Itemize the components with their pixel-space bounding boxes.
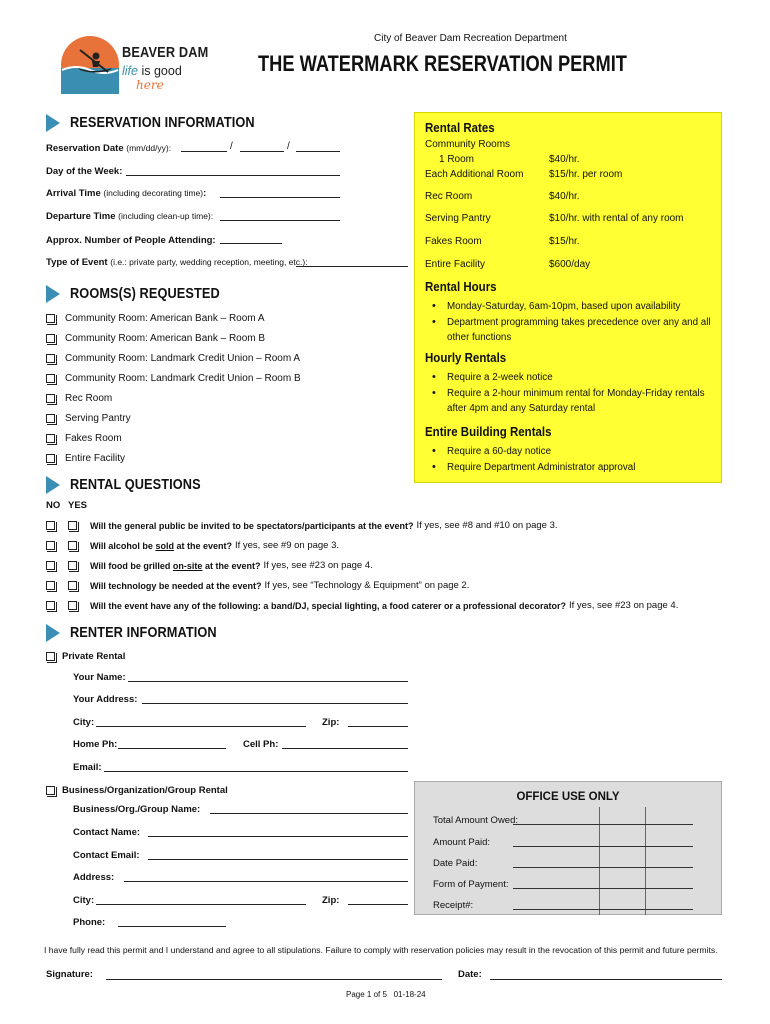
rate-name: Entire Facility <box>425 259 486 270</box>
event-type-label: Type of Event (i.e.: private party, wedding reception, meeting, etc.): <box>46 257 308 268</box>
rate-name: Serving Pantry <box>425 213 491 224</box>
additional-room-price: $15/hr. per room <box>549 169 623 180</box>
rate-name: Fakes Room <box>425 236 482 247</box>
bullet-icon: • Require a 2-hour minimum rental for Monday-Friday rentals after 4pm and any Saturday rental <box>447 386 717 416</box>
room-option[interactable]: Community Room: Landmark Credit Union – Room A <box>46 353 300 364</box>
email-label: Email: <box>73 762 102 773</box>
renter-section-heading: RENTER INFORMATION <box>46 624 237 642</box>
day-of-week-field[interactable] <box>126 175 340 176</box>
checkbox-icon[interactable] <box>68 581 77 590</box>
business-city-label: City: <box>73 895 95 906</box>
rental-rates-box <box>414 112 722 483</box>
reservation-section-heading: RESERVATION INFORMATION <box>46 114 280 132</box>
kayak-logo-icon <box>56 34 126 96</box>
business-rental-option[interactable]: Business/Organization/Group Rental <box>46 785 228 796</box>
logo <box>56 34 209 96</box>
contact-email-label: Contact Email: <box>73 850 140 861</box>
business-zip-label: Zip: <box>322 895 340 906</box>
date-field[interactable] <box>490 979 722 980</box>
bullet-icon: • Require Department Administrator approval <box>447 460 717 475</box>
your-name-label: Your Name: <box>73 672 126 683</box>
departure-time-field[interactable] <box>220 220 340 221</box>
office-row-label: Receipt#: <box>433 900 474 911</box>
reservation-month-field[interactable] <box>181 151 227 152</box>
question-text: Will alcohol be sold at the event? <box>90 540 232 551</box>
your-name-field[interactable] <box>128 681 408 682</box>
date-separator: / <box>230 141 233 152</box>
cell-phone-field[interactable] <box>282 748 408 749</box>
question-text: Will food be grilled on-site at the event? <box>90 560 261 571</box>
checkbox-icon[interactable] <box>46 414 55 423</box>
checkbox-icon[interactable] <box>46 786 55 795</box>
reservation-day-field[interactable] <box>240 151 284 152</box>
one-room-label: 1 Room <box>439 154 475 165</box>
office-row-label: Form of Payment: <box>433 879 509 890</box>
org-name-field[interactable] <box>210 813 408 814</box>
yes-column-label: YES <box>68 500 88 511</box>
building-rentals-heading: Entire Building Rentals <box>425 425 552 439</box>
business-city-field[interactable] <box>96 904 306 905</box>
rate-price: $10/hr. with rental of any room <box>549 213 684 224</box>
bullet-icon: • Monday-Saturday, 6am-10pm, based upon availability <box>447 299 717 314</box>
office-row-label: Amount Paid: <box>433 837 491 848</box>
hourly-rentals-heading: Hourly Rentals <box>425 351 507 365</box>
checkbox-icon[interactable] <box>68 561 77 570</box>
no-column-label: NO <box>46 500 61 511</box>
checkbox-icon[interactable] <box>46 561 55 570</box>
home-phone-field[interactable] <box>118 748 226 749</box>
your-address-field[interactable] <box>142 703 408 704</box>
rate-price: $600/day <box>549 259 591 270</box>
business-address-field[interactable] <box>124 881 408 882</box>
rooms-section-heading: ROOMS(S) REQUESTED <box>46 285 240 303</box>
checkbox-icon[interactable] <box>46 434 55 443</box>
rental-hours-heading: Rental Hours <box>425 280 497 294</box>
reservation-date-label: Reservation Date (mm/dd/yy): <box>46 143 172 154</box>
bullet-icon: • Require a 2-week notice <box>447 370 717 385</box>
checkbox-icon[interactable] <box>46 521 55 530</box>
city-label: City: <box>73 717 95 728</box>
checkbox-icon[interactable] <box>46 454 55 463</box>
office-field[interactable] <box>513 867 693 868</box>
event-type-field[interactable] <box>296 266 408 267</box>
question-row: Will technology be needed at the event? If yes, see “Technology & Equipment” on page 2. <box>46 580 469 591</box>
contact-name-field[interactable] <box>148 836 408 837</box>
room-option[interactable]: Community Room: American Bank – Room A <box>46 313 265 324</box>
home-phone-label: Home Ph: <box>73 739 118 750</box>
room-option[interactable]: Entire Facility <box>46 453 125 464</box>
section-arrow-icon <box>46 285 60 303</box>
checkbox-icon[interactable] <box>46 601 55 610</box>
day-of-week-label: Day of the Week: <box>46 166 123 177</box>
logo-name: BEAVER DAM <box>122 44 209 61</box>
checkbox-icon[interactable] <box>68 521 77 530</box>
community-rooms-label: Community Rooms <box>425 139 511 150</box>
signature-label: Signature: <box>46 969 93 980</box>
checkbox-icon[interactable] <box>68 601 77 610</box>
checkbox-icon[interactable] <box>46 374 55 383</box>
office-use-box <box>414 781 722 915</box>
rate-name: Rec Room <box>425 191 473 202</box>
office-field[interactable] <box>513 909 693 910</box>
zip-field[interactable] <box>348 726 408 727</box>
room-option[interactable]: Rec Room <box>46 393 112 404</box>
your-address-label: Your Address: <box>73 694 138 705</box>
checkbox-icon[interactable] <box>46 581 55 590</box>
office-row-label: Date Paid: <box>433 858 478 869</box>
business-zip-field[interactable] <box>348 904 408 905</box>
room-option[interactable]: Serving Pantry <box>46 413 131 424</box>
bullet-icon: • Require a 60-day notice <box>447 444 717 459</box>
page-title: THE WATERMARK RESERVATION PERMIT <box>258 51 627 76</box>
checkbox-icon[interactable] <box>46 652 55 661</box>
date-separator: / <box>287 141 290 152</box>
email-field[interactable] <box>104 771 408 772</box>
zip-label: Zip: <box>322 717 340 728</box>
room-option[interactable]: Community Room: Landmark Credit Union – Room B <box>46 373 301 384</box>
section-arrow-icon <box>46 476 60 494</box>
room-option[interactable]: Fakes Room <box>46 433 122 444</box>
additional-room-label: Each Additional Room <box>425 169 524 180</box>
section-arrow-icon <box>46 624 60 642</box>
checkbox-icon[interactable] <box>46 314 55 323</box>
logo-tagline-here: here <box>136 78 164 92</box>
rate-price: $15/hr. <box>549 236 580 247</box>
city-field[interactable] <box>96 726 306 727</box>
business-phone-field[interactable] <box>118 926 226 927</box>
people-attending-label: Approx. Number of People Attending: <box>46 235 216 246</box>
contact-email-field[interactable] <box>148 859 408 860</box>
office-field[interactable] <box>513 846 693 847</box>
rental-rates-heading: Rental Rates <box>425 121 495 135</box>
page-number: Page 1 of 5 01-18-24 <box>346 990 426 999</box>
org-name-label: Business/Org./Group Name: <box>73 804 201 815</box>
business-address-label: Address: <box>73 872 115 883</box>
bullet-icon: • Department programming takes precedence over any and all other functions <box>447 315 717 345</box>
office-use-heading: OFFICE USE ONLY <box>516 791 620 803</box>
checkbox-icon[interactable] <box>46 334 55 343</box>
departure-time-label: Departure Time (including clean-up time): <box>46 211 214 222</box>
section-arrow-icon <box>46 114 60 132</box>
office-field[interactable] <box>513 824 693 825</box>
business-phone-label: Phone: <box>73 917 106 928</box>
reservation-year-field[interactable] <box>296 151 340 152</box>
questions-section-heading: RENTAL QUESTIONS <box>46 476 219 494</box>
room-option[interactable]: Community Room: American Bank – Room B <box>46 333 265 344</box>
checkbox-icon[interactable] <box>46 394 55 403</box>
date-label: Date: <box>458 969 482 980</box>
question-row: Will the event have any of the following: a band/DJ, special lighting, a food caterer or a professional decorator? If yes, see #23 on page 4. <box>46 600 678 611</box>
question-row: Will alcohol be sold at the event? If yes, see #9 on page 3. <box>46 540 339 551</box>
logo-tagline-life: life <box>122 64 138 78</box>
checkbox-icon[interactable] <box>68 541 77 550</box>
checkbox-icon[interactable] <box>46 541 55 550</box>
question-row: Will food be grilled on-site at the event? If yes, see #23 on page 4. <box>46 560 373 571</box>
rate-price: $40/hr. <box>549 191 580 202</box>
office-row-label: Total Amount Owed: <box>433 815 519 826</box>
arrival-time-label: Arrival Time (including decorating time): <box>46 188 207 199</box>
private-rental-option[interactable]: Private Rental <box>46 651 125 662</box>
question-row: Will the general public be invited to be spectators/participants at the event? If yes, see #8 and #10 on page 3. <box>46 520 558 531</box>
cell-phone-label: Cell Ph: <box>243 739 279 750</box>
checkbox-icon[interactable] <box>46 354 55 363</box>
office-field[interactable] <box>513 888 693 889</box>
logo-tagline: is good <box>141 64 182 78</box>
people-attending-field[interactable] <box>220 243 282 244</box>
agreement-statement: I have fully read this permit and I understand and agree to all stipulations. Failure to comply with reservation policies may result in the revocation of this permit and future permits. <box>44 945 718 955</box>
arrival-time-field[interactable] <box>220 197 340 198</box>
department-name: City of Beaver Dam Recreation Department <box>374 33 567 44</box>
one-room-price: $40/hr. <box>549 154 580 165</box>
contact-name-label: Contact Name: <box>73 827 141 838</box>
signature-field[interactable] <box>106 979 442 980</box>
